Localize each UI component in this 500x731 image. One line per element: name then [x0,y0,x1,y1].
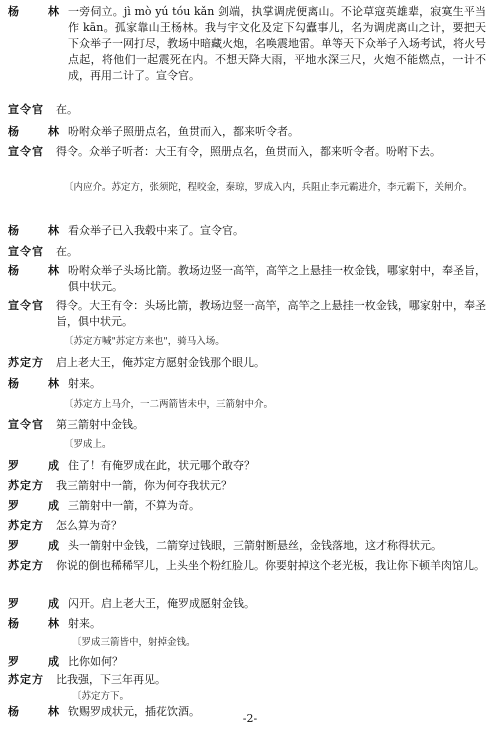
speaker-name: 宣令官 [8,299,44,312]
stage-direction: 〔苏定方上马介，一二两箭皆未中，三箭射中介。 [64,399,274,410]
dialogue-line [0,518,500,534]
dialogue-line [0,538,500,554]
dialogue-text: 我三箭射中一箭，你为何夺我状元？ [56,479,232,492]
dialogue-line [0,417,500,433]
speaker-name: 罗 成 [8,597,68,610]
page-number: -2- [242,712,258,725]
speaker-name: 罗 成 [8,499,68,512]
dialogue-text: 启上老大王，俺苏定方愿射金钱那个眼儿。 [56,356,265,369]
dialogue-text: 在。 [56,103,78,116]
dialogue-text: 射来。 [68,617,101,630]
stage-direction: 〔罗成三箭皆中，射掉金钱。 [72,637,196,648]
dialogue-line [0,478,500,494]
dialogue-text: 比你如何？ [68,655,123,668]
dialogue-text: 吩咐众举子照册点名，鱼贯而入，都来听令者。 [68,125,299,138]
dialogue-line [0,596,500,612]
dialogue-line [0,672,500,688]
dialogue-text: 闪开。启上老大王，俺罗成愿射金钱。 [68,597,255,610]
dialogue-text: 你说的倒也稀稀罕儿，上头坐个粉红脸儿。你要射掉这个老光板，我让你下顿羊肉馆儿。 [56,559,485,572]
dialogue-line [0,263,500,295]
dialogue-line [0,355,500,371]
dialogue-line [0,4,500,84]
dialogue-text: 一旁伺立。jì mò yú tóu kǎn 剑端，执掌调虎便离山。不论草寇英雄辈，寂寞生平当作 kān。孤家靠山王杨林。我与宇文化及定下勾蠹事儿，名为调虎离山之计，要把天下众举子一网打尽，教场中暗藏火炮，名唤震地雷。单等天下众举子入场考试，将火号点起，将他们一起震死在内。不想天降大雨，平地水深三尺，火炮不能燃点，一计不成，再用二计了。宣令官。 [68,5,486,82]
dialogue-text: 钦赐罗成状元，插花饮酒。 [68,705,200,718]
speaker-name: 苏定方 [8,356,44,369]
dialogue-text: 三箭射中一箭，不算为奇。 [68,499,200,512]
dialogue-text: 吩咐众举子头场比箭。教场边竖一高竿，高竿之上悬挂一枚金钱，哪家射中，奉圣旨，俱中状元。 [68,264,486,293]
dialogue-line [0,458,500,474]
dialogue-text: 怎么算为奇？ [56,519,122,532]
speaker-name: 杨 林 [8,264,68,277]
speaker-name: 苏定方 [8,673,44,686]
speaker-name: 杨 林 [8,617,68,630]
dialogue-line [0,223,500,239]
speaker-name: 杨 林 [8,224,68,237]
speaker-name: 苏定方 [8,559,44,572]
dialogue-text: 第三箭射中金钱。 [56,418,144,431]
dialogue-text: 头一箭射中金钱，二箭穿过钱眼，三箭射断悬丝，金钱落地，这才称得状元。 [68,539,442,552]
stage-direction: 〔苏定方下。 [72,691,130,702]
dialogue-text: 看众举子已入我毂中来了。宣令官。 [68,224,244,237]
dialogue-line [0,558,500,574]
dialogue-text: 比我强，下三年再见。 [56,673,166,686]
dialogue-text: 得令。众举子听者：大王有令，照册点名，鱼贯而入，都来听令者。吩咐下去。 [56,145,441,158]
speaker-name: 罗 成 [8,459,68,472]
speaker-name: 宣令官 [8,103,44,116]
dialogue-line [0,498,500,514]
speaker-name: 宣令官 [8,245,44,258]
speaker-name: 杨 林 [8,377,68,390]
dialogue-line [0,244,500,260]
dialogue-line [0,124,500,140]
speaker-name: 杨 林 [8,705,68,718]
dialogue-text: 射来。 [68,377,101,390]
stage-direction: 〔内应介。苏定方，张须陀，程咬金，秦琼，罗成入内，兵阻止李元霸进介，李元霸下，关闸介。 [64,182,473,193]
speaker-name: 杨 林 [8,5,68,18]
stage-direction: 〔苏定方喊"苏定方来也"，骑马入场。 [64,336,225,347]
dialogue-line [0,616,500,632]
dialogue-text: 在。 [56,245,78,258]
dialogue-line [0,298,500,330]
dialogue-line [0,144,500,160]
speaker-name: 苏定方 [8,479,44,492]
speaker-name: 罗 成 [8,539,68,552]
dialogue-line [0,376,500,392]
dialogue-text: 得令。大王有令：头场比箭，教场边竖一高竿，高竿之上悬挂一枚金钱，哪家射中，奉圣旨，俱中状元。 [56,299,486,328]
speaker-name: 罗 成 [8,655,68,668]
speaker-name: 宣令官 [8,145,44,158]
dialogue-line [0,654,500,670]
speaker-name: 宣令官 [8,418,44,431]
speaker-name: 苏定方 [8,519,44,532]
dialogue-line [0,102,500,118]
speaker-name: 杨 林 [8,125,68,138]
stage-direction: 〔罗成上。 [64,439,112,450]
dialogue-text: 住了！有俺罗成在此，状元哪个敢夺？ [68,459,255,472]
